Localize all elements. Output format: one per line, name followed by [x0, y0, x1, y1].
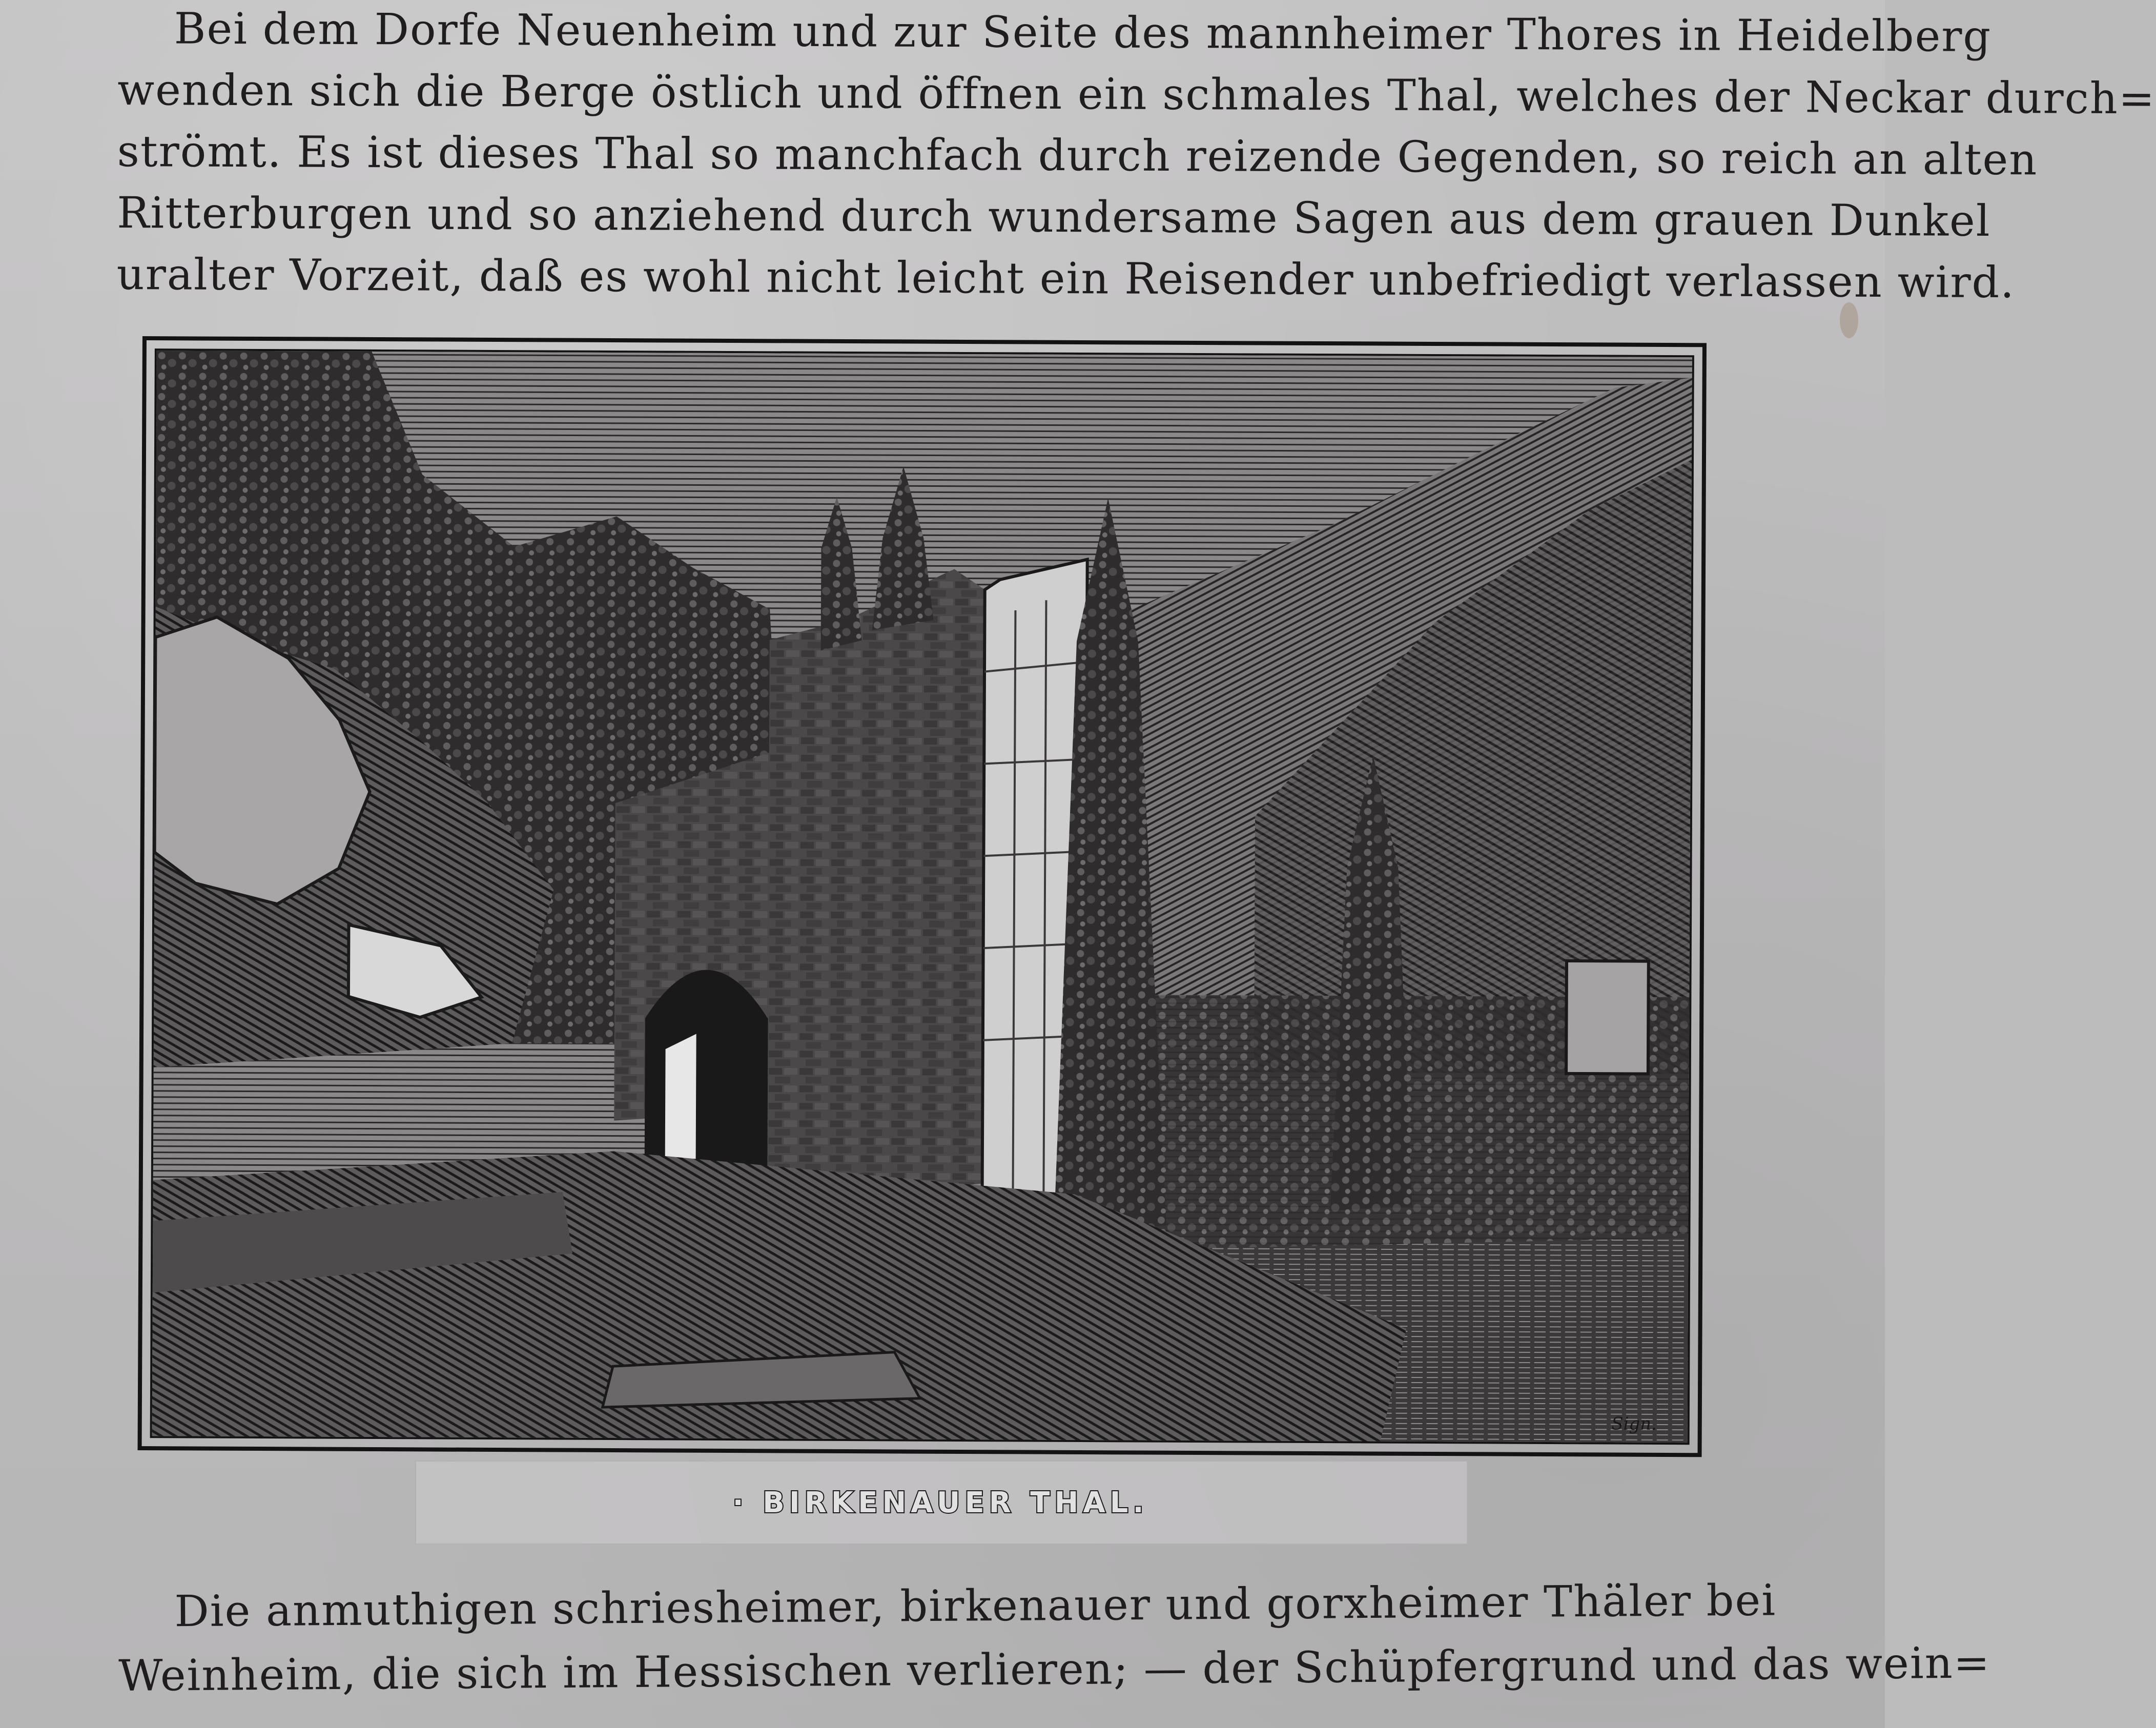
- bottom-paragraph: [118, 1572, 1991, 1701]
- top-paragraph-line-2: wenden sich die Berge östlich und öffnen ein schmales Thal, welches der Neckar durch=: [117, 64, 2156, 124]
- bottom-paragraph-line-1: Die anmuthigen schriesheimer, birkenauer und gorxheimer Thäler bei: [174, 1575, 1777, 1637]
- top-paragraph-line-1: Bei dem Dorfe Neuenheim und zur Seite des mannheimer Thores in Heidelberg: [174, 3, 1992, 61]
- mill-house: [1566, 961, 1649, 1074]
- top-paragraph: [116, 0, 2156, 308]
- engraving-frame: [138, 336, 1707, 1457]
- paper-stain: [1840, 302, 1858, 338]
- top-paragraph-line-3: strömt. Es ist dieses Thal so manchfach durch reizende Gegenden, so reich an alten: [117, 126, 2038, 185]
- illustration-caption: · BIRKENAUER THAL.: [732, 1486, 1148, 1519]
- gate-archway: [645, 970, 768, 1183]
- engraving-illustration: [152, 351, 1692, 1443]
- engraver-signature: Sign.: [1611, 1413, 1657, 1434]
- engraving: [150, 348, 1694, 1445]
- bottom-paragraph-line-2: Weinheim, die sich im Hessischen verlieren; — der Schüpfergrund und das wein=: [118, 1637, 1991, 1701]
- archway-light: [665, 1034, 696, 1167]
- ruin-gate-tower: [767, 568, 985, 1204]
- top-paragraph-line-4: Ritterburgen und so anziehend durch wundersame Sagen aus dem grauen Dunkel: [116, 187, 1991, 246]
- top-paragraph-line-5: uralter Vorzeit, daß es wohl nicht leicht ein Reisender unbefriedigt verlassen wird.: [116, 249, 2016, 308]
